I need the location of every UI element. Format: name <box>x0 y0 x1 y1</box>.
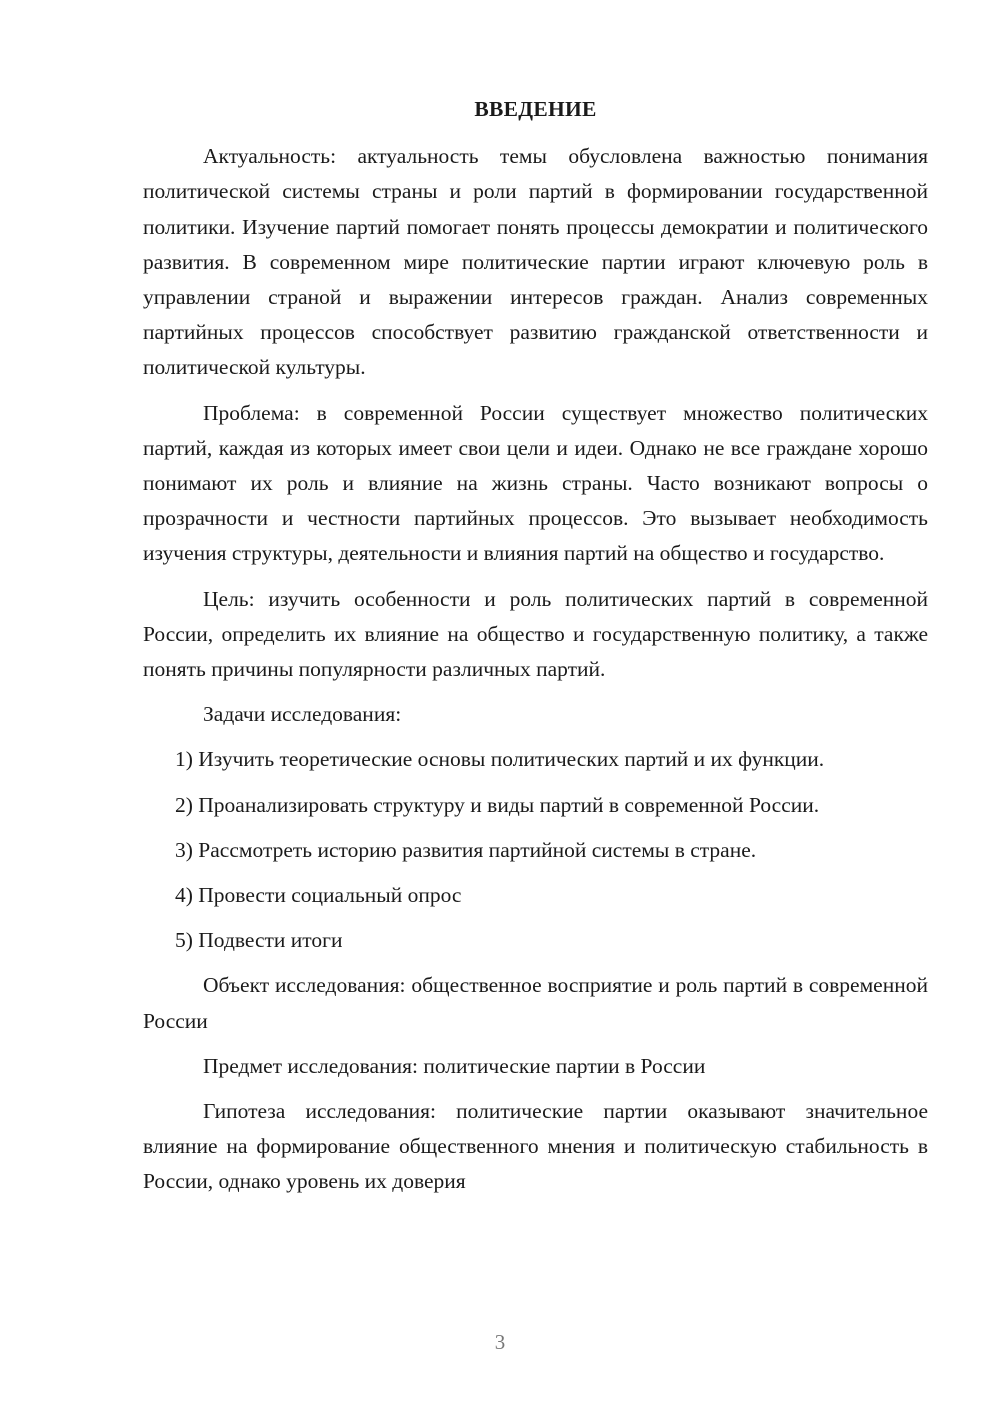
page-title: ВВЕДЕНИЕ <box>474 97 597 121</box>
paragraph-relevance: Актуальность: актуальность темы обусловлена важностью понимания политической системы страны и роли партий в формировании государственной политики. Изучение партий помогает понять процессы демократии и политического развития. В современном мире политические партии играют ключевую роль в управлении страной и выражении интересов граждан. Анализ современных партийных процессов способствует развитию гражданской ответственности и политической культуры. <box>143 144 928 380</box>
paragraph-goal: Цель: изучить особенности и роль политических партий в современной России, определить их влияние на общество и государственную политику, а также понять причины популярности различных партий. <box>143 586 928 682</box>
page-number: 3 <box>494 1330 506 1354</box>
paragraph-object: Объект исследования: общественное восприятие и роль партий в современной России <box>143 973 928 1033</box>
document-page <box>143 92 928 1210</box>
list-item: 3) Рассмотреть историю развития партийной системы в стране. <box>175 837 757 862</box>
paragraph-problem: Проблема: в современной России существует множество политических партий, каждая из которых имеет свои цели и идеи. Однако не все граждане хорошо понимают их роль и влияние на жизнь страны. Часто возникают вопросы о прозрачности и честности партийных процессов. Это вызывает необходимость изучения структуры, деятельности и влияния партий на общество и государство. <box>143 400 928 566</box>
list-item: 2) Проанализировать структуру и виды партий в современной России. <box>175 792 820 817</box>
paragraph-hypothesis: Гипотеза исследования: политические партии оказывают значительное влияние на формирование общественного мнения и политическую стабильность в России, однако уровень их доверия <box>143 1099 928 1194</box>
list-item: 5) Подвести итоги <box>175 928 343 953</box>
list-item: 4) Провести социальный опрос <box>175 883 462 908</box>
tasks-heading: Задачи исследования: <box>203 702 402 727</box>
paragraph-subject: Предмет исследования: политические партии в России <box>203 1053 706 1078</box>
list-item: 1) Изучить теоретические основы политических партий и их функции. <box>175 747 825 772</box>
